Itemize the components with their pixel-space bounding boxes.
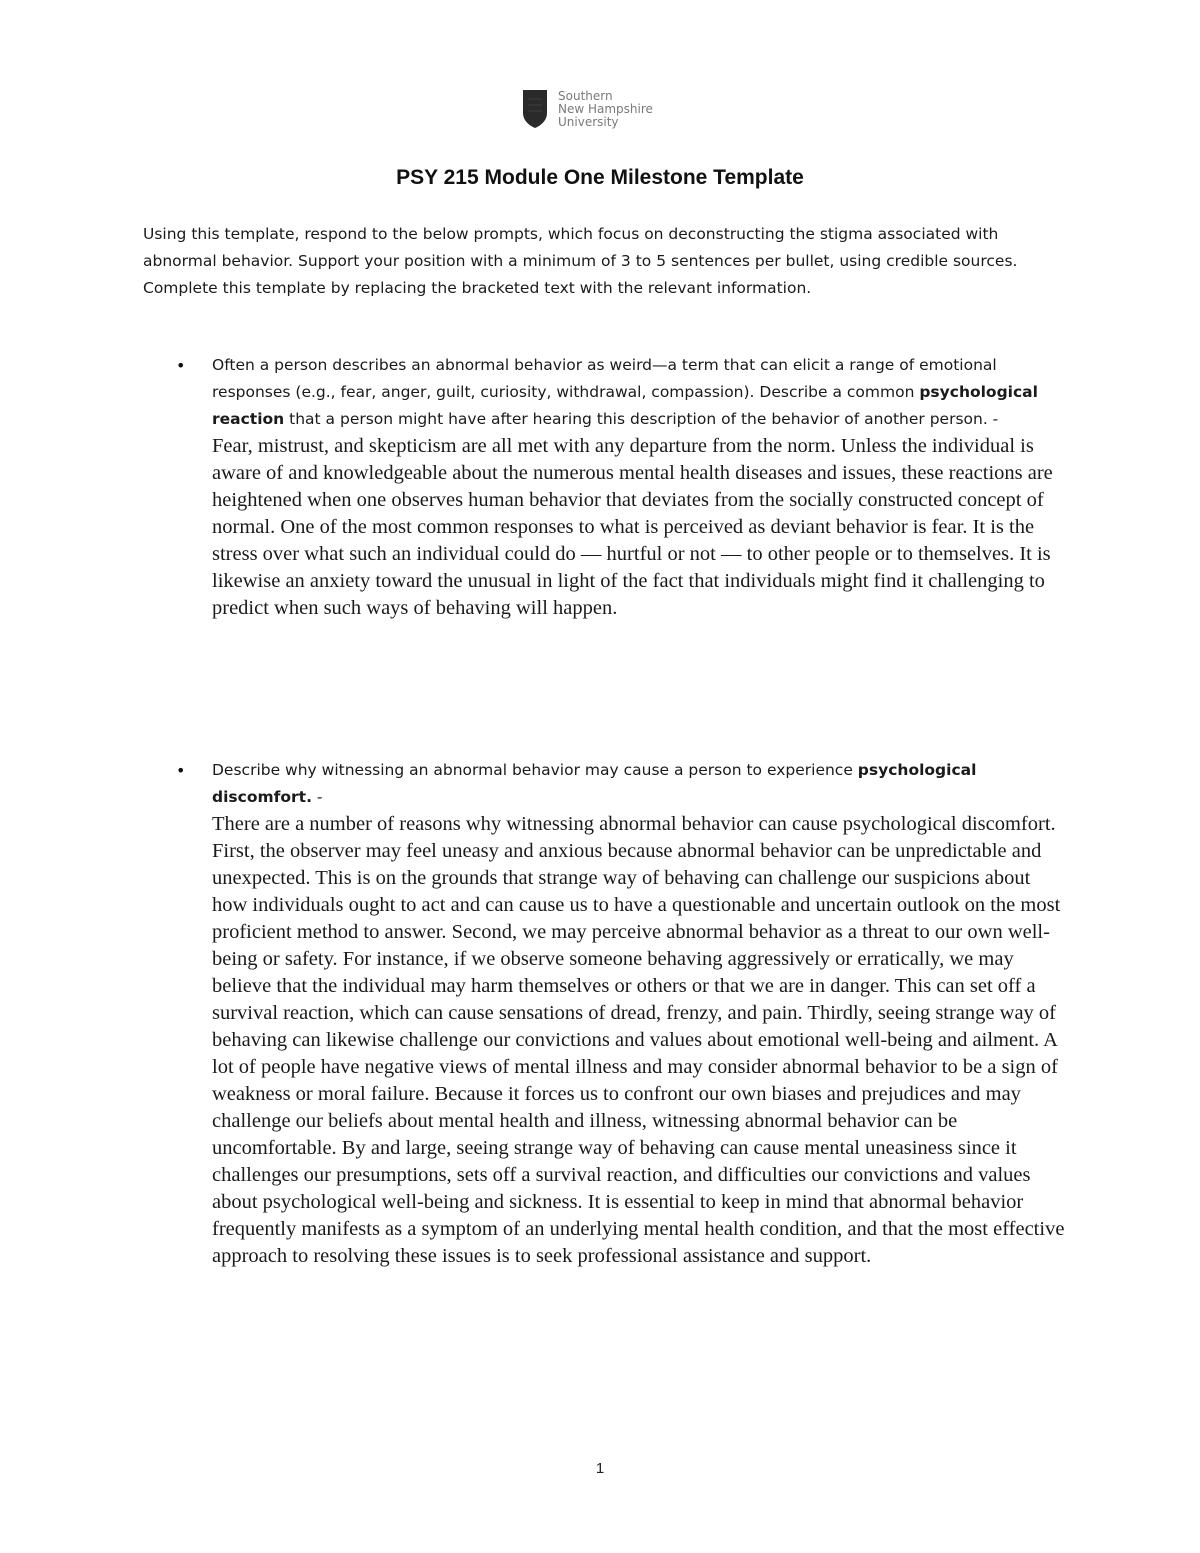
bullet-icon: • [176,356,186,375]
prompt-text [212,757,1057,811]
university-logo [522,84,682,134]
prompt-text-part: - [311,788,323,806]
shield-icon [522,89,548,129]
answer-text: There are a number of reasons why witnessing abnormal behavior can cause psychological discomfort. First, the observer may feel uneasy and anxious because abnormal behavior can be unpredictable and unexpected. This is on the grounds that strange way of behaving can challenge our suspicions about how individuals ought to act and can cause us to have a questionable and uncertain outlook on the most proficient method to answer. Second, we may perceive abnormal behavior as a threat to our own well-being or safety. For instance, if we observe someone behaving aggressively or erratically, we may believe that the individual may harm themselves or others or that we are in danger. This can set off a survival reaction, which can cause sensations of dread, frenzy, and pain. Thirdly, seeing strange way of behaving can likewise challenge our convictions and values about emotional well-being and ailment. A lot of people have negative views of mental illness and may consider abnormal behavior to be a sign of weakness or moral failure. Because it forces us to confront our own biases and prejudices and may challenge our beliefs about mental health and illness, witnessing abnormal behavior can be uncomfortable. By and large, seeing strange way of behaving can cause mental uneasiness since it challenges our presumptions, sets off a survival reaction, and difficulties our convictions and values about psychological well-being and sickness. It is essential to keep in mind that abnormal behavior frequently manifests as a symptom of an underlying mental health condition, and that the most effective approach to resolving these issues is to seek professional assistance and support. [212,813,1065,1267]
prompt-emphasis: psychological reaction [212,383,1038,428]
page-number: 1 [595,1460,605,1477]
intro-paragraph: Using this template, respond to the below prompts, which focus on deconstructing the stigma associated with abnormal behavior. Support your position with a minimum of 3 to 5 sentences per bullet, using credible sources. Complete this template by replacing the bracketed text with the relevant information. [143,225,1018,297]
bullet-item-2 [143,757,1063,1270]
document-title: PSY 215 Module One Milestone Template [396,166,804,189]
answer-text: Fear, mistrust, and skepticism are all met with any departure from the norm. Unless the individual is aware of and knowledgeable about the numerous mental health diseases and issues, these reactions are heightened when one observes human behavior that deviates from the socially constructed concept of normal. One of the most common responses to what is perceived as deviant behavior is fear. It is the stress over what such an individual could do — hurtful or not — to other people or to themselves. It is likewise an anxiety toward the unusual in light of the fact that individuals might find it challenging to predict when such ways of behaving will happen. [212,435,1053,619]
bullet-item-1 [143,352,1063,622]
prompt-text-part: that a person might have after hearing this description of the behavior of another person. - [284,410,999,428]
prompt-text-part: Describe why witnessing an abnormal behavior may cause a person to experience [212,761,858,779]
prompt-text-part: Often a person describes an abnormal behavior as weird—a term that can elicit a range of emotional responses (e.g., fear, anger, guilt, curiosity, withdrawal, compassion). Describe a common [212,356,997,401]
bullet-icon: • [176,761,186,780]
logo-text [558,90,653,129]
logo-line-2: New Hampshire [558,101,653,116]
prompt-emphasis: psychological discomfort. [212,761,977,806]
logo-line-1: Southern [558,88,613,103]
logo-line-3: University [558,114,619,129]
prompt-text [212,352,1057,433]
